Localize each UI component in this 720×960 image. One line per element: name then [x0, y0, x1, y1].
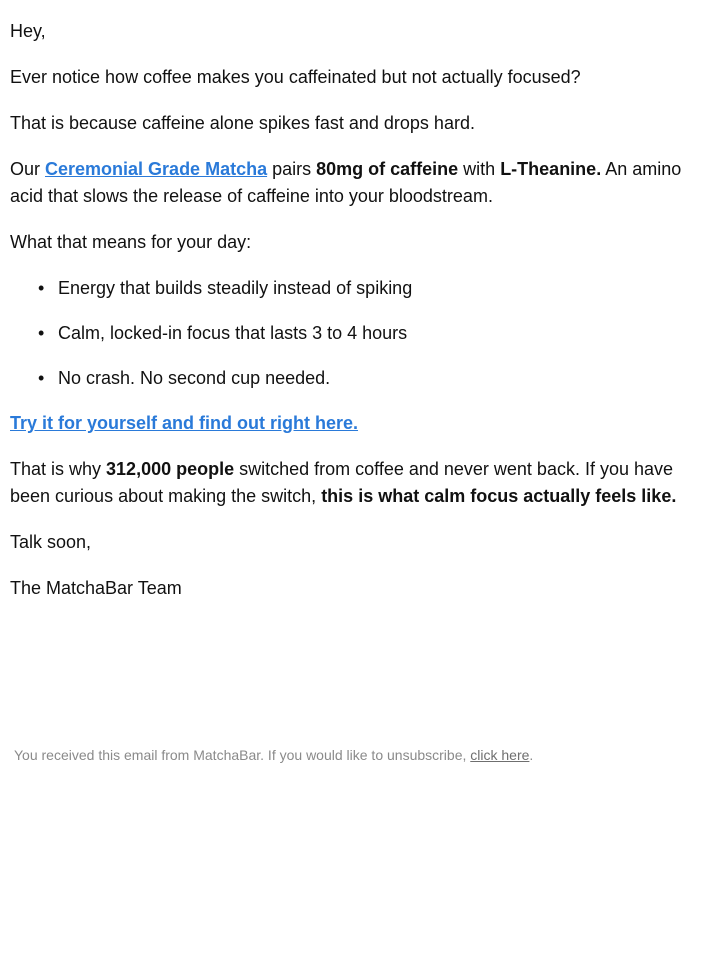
product-link[interactable]: Ceremonial Grade Matcha [45, 159, 268, 179]
benefits-list [10, 275, 710, 392]
benefit-text: Calm, locked-in focus that lasts 3 to 4 hours [58, 323, 408, 343]
product-paragraph [10, 156, 700, 210]
footer-text: You received this email from MatchaBar. If you would like to unsubscribe, [14, 747, 471, 763]
benefits-intro: What that means for your day: [10, 232, 252, 252]
caffeine-amount: 80mg of caffeine [316, 159, 459, 179]
social-proof-mid: switched from coffee and never went back. If you have been curious about making the switch, [10, 459, 674, 506]
greeting: Hey, [10, 21, 46, 41]
list-item [38, 320, 710, 347]
footer-end: . [529, 747, 534, 763]
list-item [38, 275, 710, 302]
product-paragraph-post: An amino acid that slows the release of caffeine into your bloodstream. [10, 159, 682, 206]
footer [14, 745, 704, 765]
list-item [38, 365, 710, 392]
benefit-text: Energy that builds steadily instead of spiking [58, 278, 413, 298]
cta-paragraph [10, 410, 700, 437]
bullet-icon: • [38, 368, 45, 388]
cta-link[interactable]: Try it for yourself and find out right here. [10, 413, 359, 433]
bullet-icon: • [38, 323, 45, 343]
social-proof-paragraph [10, 456, 700, 510]
product-paragraph-mid1: pairs [267, 159, 317, 179]
signoff: Talk soon, [10, 532, 92, 552]
product-paragraph-mid2: with [458, 159, 501, 179]
bullet-icon: • [38, 278, 45, 298]
calm-focus-emphasis: this is what calm focus actually feels like. [321, 486, 677, 506]
intro-paragraph: Ever notice how coffee makes you caffeinated but not actually focused? [10, 67, 581, 87]
signature: The MatchaBar Team [10, 578, 182, 598]
product-paragraph-pre: Our [10, 159, 46, 179]
benefit-text: No crash. No second cup needed. [58, 368, 331, 388]
people-count: 312,000 people [106, 459, 235, 479]
caffeine-paragraph: That is because caffeine alone spikes fast and drops hard. [10, 113, 475, 133]
l-theanine: L-Theanine. [500, 159, 602, 179]
social-proof-pre: That is why [10, 459, 107, 479]
unsubscribe-link[interactable]: click here [470, 747, 530, 763]
